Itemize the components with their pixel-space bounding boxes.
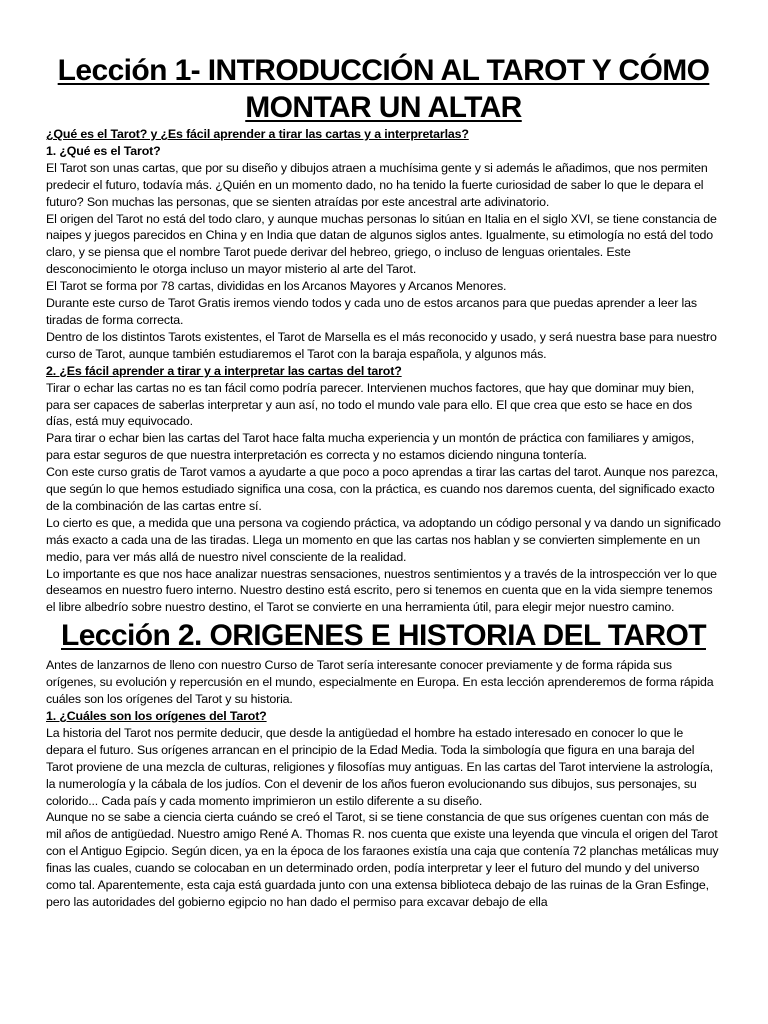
lesson1-paragraph: Durante este curso de Tarot Gratis iremos viendo todos y cada uno de estos arcanos para que puedas aprender a leer las tiradas de forma correcta. [46,296,697,327]
lesson1-question-2: 2. ¿Es fácil aprender a tirar y a interpretar las cartas del tarot? [46,363,402,378]
lesson1-paragraph: El origen del Tarot no está del todo claro, y aunque muchas personas lo sitúan en Italia en el siglo XVI, se tiene constancia de naipes y juegos parecidos en China y en India que datan de algunos siglos antes. Igualmente, su etimología no está del todo claro, y se piensa que el nombre Tarot puede derivar del hebreo, griego, o incluso de lenguas orientales. Este desconocimiento le otorga incluso un mayor misterio al arte del Tarot. [46,211,717,277]
lesson1-title [46,52,721,126]
lesson1-paragraph: Dentro de los distintos Tarots existentes, el Tarot de Marsella es el más reconocido y usado, y será nuestra base para nuestro curso de Tarot, aunque también estudiaremos el Tarot con la baraja española, y algunos más. [46,329,717,361]
lesson1-question-1: 1. ¿Qué es el Tarot? [46,143,161,158]
lesson1-title-line1: Lección 1- INTRODUCCIÓN AL TAROT Y CÓMO [57,54,710,87]
lesson1-paragraph: Lo importante es que nos hace analizar nuestras sensaciones, nuestros sentimientos y a través de la introspección ver lo que deseamos en nuestro fuero interno. Nuestro destino está escrito, pero si tenemos en cuenta que en la vida siempre tenemos el libre albedrío sobre nuestro destino, el Tarot se convierte en una herramienta útil, para elegir mejor nuestro camino. [46,566,717,615]
lesson1-paragraph: Lo cierto es que, a medida que una persona va cogiendo práctica, va adoptando un código personal y va dando un significado más exacto a cada una de las tiradas. Llega un momento en que las cartas nos hablan y se convierten simplemente en un medio, para ver más allá de nuestro nivel consciente de la realidad. [46,515,721,564]
lesson1-subheading: ¿Qué es el Tarot? y ¿Es fácil aprender a tirar las cartas y a interpretarlas? [46,127,469,141]
lesson1-paragraph: Tirar o echar las cartas no es tan fácil como podría parecer. Intervienen muchos factores, que hay que dominar muy bien, para ser capaces de saberlas interpretar y aun así, no todo el mundo vale para ello. El que crea que esto se hace en dos días, está muy equivocado. [46,380,695,429]
lesson1-body [46,126,721,616]
lesson2-intro: Antes de lanzarnos de lleno con nuestro Curso de Tarot sería interesante conocer previamente y de forma rápida sus orígenes, su evolución y repercusión en el mundo, especialmente en Europa. En esta lección aprenderemos de forma rápida cuáles son los orígenes del Tarot y su historia. [46,658,714,707]
lesson2-question-1: 1. ¿Cuáles son los orígenes del Tarot? [46,709,267,723]
lesson1-paragraph: Para tirar o echar bien las cartas del Tarot hace falta mucha experiencia y un montón de práctica con familiares y amigos, para estar seguros de que nuestra interpretación es correcta y no estamos diciendo ninguna tontería. [46,431,695,463]
lesson1-paragraph: El Tarot son unas cartas, que por su diseño y dibujos atraen a muchísima gente y si además le añadimos, que nos permiten predecir el futuro, todavía más. ¿Quién en un momento dado, no ha tenido la fuerte curiosidad de saber lo que le depara el futuro? Son muchas las personas, que se sienten atraídas por este ancestral arte adivinatorio. [46,160,708,209]
lesson2-paragraph: Aunque no se sabe a ciencia cierta cuándo se creó el Tarot, si se tiene constancia de que sus orígenes cuentan con más de mil años de antigüedad. Nuestro amigo René A. Thomas R. nos cuenta que existe una leyenda que vincula el origen del Tarot con el Antiguo Egipcio. Según dicen, ya en la época de los faraones existía una caja que contenía 72 planchas metálicas muy finas las cuales, cuando se colocaban en un determinado orden, podía interpretar y leer el futuro del mundo y del universo como tal. Aparentemente, esta caja está guardada junto con una extensa biblioteca debajo de las ruinas de la Gran Esfinge, pero las autoridades del gobierno egipcio no han dado el permiso para excavar debajo de ella [46,810,719,909]
lesson2-title: Lección 2. ORIGENES E HISTORIA DEL TAROT [61,619,706,653]
lesson1-title-line2: MONTAR UN ALTAR [245,91,522,124]
lesson2-body [46,657,721,911]
lesson1-paragraph: Con este curso gratis de Tarot vamos a ayudarte a que poco a poco aprendas a tirar las cartas del tarot. Aunque nos parezca, que según lo que hemos estudiado significa una cosa, con la práctica, es cuando nos daremos cuenta, del significado exacto de la combinación de las cartas entre sí. [46,465,719,513]
lesson2-paragraph: La historia del Tarot nos permite deducir, que desde la antigüedad el hombre ha estado interesado en conocer lo que le depara el futuro. Sus orígenes arrancan en el principio de la Edad Media. Toda la simbología que figura en una baraja del Tarot proviene de una mezcla de culturas, religiones y filosofías muy antiguas. En las cartas del Tarot interviene la astrología, la numerología y la cábala de los judíos. Con el devenir de los años fueron evolucionando sus dibujos, sus personajes, su colorido... Cada país y cada momento imprimieron un estilo diferente a su diseño. [46,725,714,808]
lesson1-paragraph: El Tarot se forma por 78 cartas, divididas en los Arcanos Mayores y Arcanos Menores. [46,279,507,294]
